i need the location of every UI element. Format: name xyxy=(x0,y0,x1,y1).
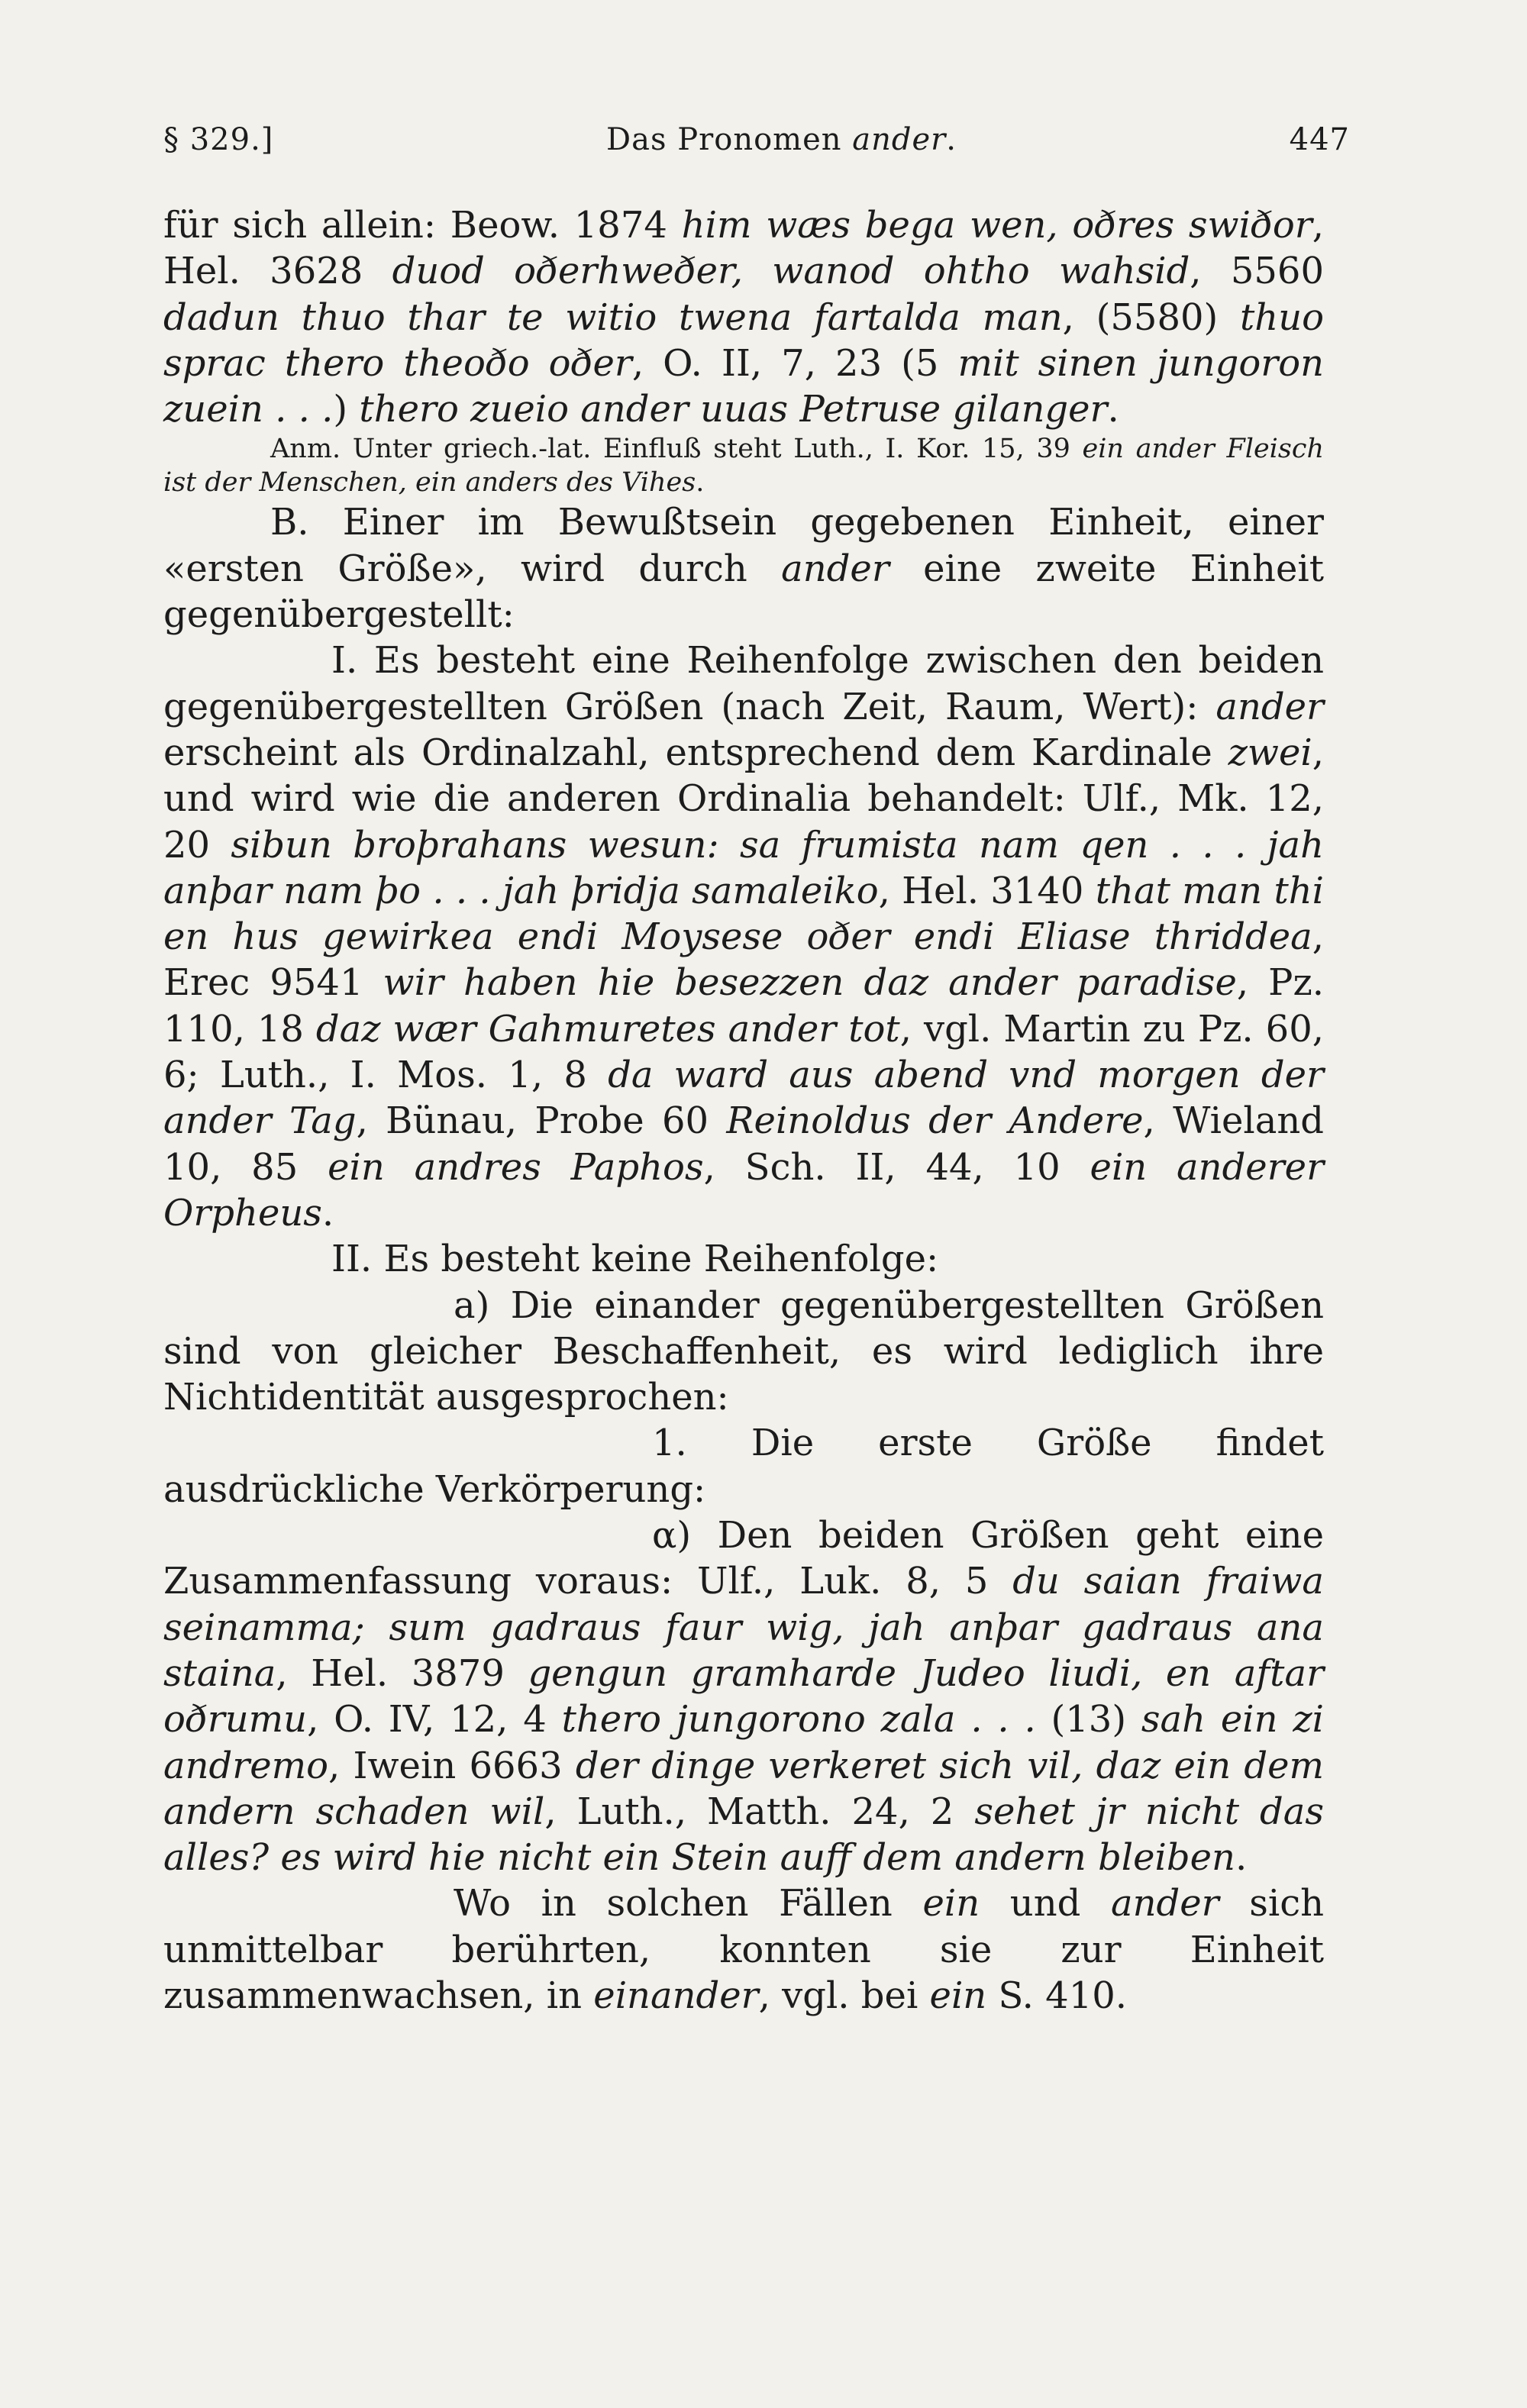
italic-citation: daz wær Gahmuretes ander tot xyxy=(315,1007,900,1051)
italic-citation: ein xyxy=(929,1974,987,2017)
text-run: . xyxy=(1235,1836,1248,1880)
text-run: , Pz. 110, 18 xyxy=(163,961,1324,1051)
page-body xyxy=(163,202,1324,2019)
italic-citation: ander xyxy=(1215,685,1324,728)
text-run: B. Einer im Bewußtsein gegebenen Einheit, einer «ersten Größe», wird durch xyxy=(163,501,1324,590)
text-run: , und wird wie die anderen Ordinalia behandelt: Ulf., Mk. 12, 20 xyxy=(163,731,1324,867)
paragraph xyxy=(163,1512,1324,1880)
italic-citation: sehet jr nicht das alles? es wird hie nicht ein Stein auff dem andern bleiben xyxy=(163,1790,1325,1880)
italic-citation: mit sinen jungoron zuein . . . xyxy=(163,341,1325,431)
italic-citation: wir haben hie besezzen daz ander paradise xyxy=(383,961,1237,1005)
text-run: , Erec 9541 xyxy=(163,915,1324,1005)
paragraph xyxy=(163,1420,1324,1512)
text-run: , vgl. Martin zu Pz. 60, 6; Luth., I. Mos. 1, 8 xyxy=(163,1007,1324,1097)
running-header xyxy=(163,122,1350,157)
text-run: , (5580) xyxy=(1062,295,1240,339)
paragraph xyxy=(163,499,1324,638)
text-run: und xyxy=(980,1882,1111,1925)
italic-citation: ander xyxy=(1110,1882,1219,1925)
text-run: eine zweite Einheit gegenübergestellt: xyxy=(163,547,1324,637)
paragraph xyxy=(163,202,1324,432)
text-run: , Iwein 6663 xyxy=(328,1744,576,1787)
italic-citation: ander xyxy=(781,547,889,590)
text-run: , Hel. 3628 xyxy=(163,204,1324,293)
text-run: sich unmittelbar berührten, konnten sie zur Einheit zusammenwachsen, in xyxy=(163,1882,1324,2017)
running-title-italic: ander xyxy=(852,122,947,157)
italic-citation: sah ein zi andremo xyxy=(163,1698,1324,1787)
text-run: , O. IV, 12, 4 xyxy=(307,1698,562,1741)
text-run: , Luth., Matth. 24, 2 xyxy=(544,1790,975,1833)
italic-citation: ein anderer Orpheus xyxy=(163,1145,1325,1235)
running-title xyxy=(606,122,957,157)
italic-citation: gengun gramharde Judeo liudi, en aftar oðrumu xyxy=(163,1651,1325,1741)
text-run: . xyxy=(696,467,705,499)
running-title-text: Das Pronomen xyxy=(606,122,853,157)
italic-citation: der dinge verkeret sich vil, daz ein dem andern schaden wil xyxy=(163,1744,1325,1833)
text-run: , vgl. bei xyxy=(758,1974,930,2017)
page-number: 447 xyxy=(1289,122,1350,157)
text-run: (13) xyxy=(1035,1698,1141,1741)
italic-citation: Reinoldus der Andere xyxy=(726,1099,1144,1143)
text-run: Anm. Unter griech.-lat. Einfluß steht Luth., I. Kor. 15, 39 xyxy=(270,434,1083,465)
text-run: , O. II, 7, 23 (5 xyxy=(631,341,958,385)
text-run: . xyxy=(1107,388,1119,431)
italic-citation: da ward aus abend vnd morgen der ander Tag xyxy=(163,1054,1324,1143)
text-run: , Bünau, Probe 60 xyxy=(356,1099,727,1143)
text-run: erscheint als Ordinalzahl, entsprechend dem Kardinale xyxy=(163,731,1228,774)
paragraph xyxy=(163,1236,1324,1282)
italic-citation: du saian fraiwa seinamma; sum gadraus faur wig, jah anþar gadraus ana staina xyxy=(163,1560,1324,1695)
note-paragraph xyxy=(163,432,1324,499)
text-run: S. 410. xyxy=(986,1974,1128,2017)
paragraph xyxy=(163,638,1324,1236)
text-run: 1. Die erste Größe findet ausdrückliche Verkörperung: xyxy=(163,1422,1324,1511)
italic-citation: ein andres Paphos xyxy=(328,1145,704,1189)
italic-citation: duod oðerhweðer, wanod ohtho wahsid xyxy=(392,250,1190,293)
text-run: ) xyxy=(333,388,360,431)
italic-citation: ein ander Fleisch ist der Menschen, ein anders des Vihes xyxy=(163,434,1324,499)
italic-citation: thuo sprac thero theoðo oðer xyxy=(163,295,1324,385)
italic-citation: ein xyxy=(922,1882,980,1925)
italic-citation: dadun thuo thar te witio twena fartalda man xyxy=(163,295,1063,339)
text-run: a) Die einander gegenübergestellten Größen sind von gleicher Beschaffenheit, es wird lediglich ihre Nichtidentität ausgesprochen: xyxy=(163,1283,1324,1419)
italic-citation: that man thi en hus gewirkea endi Moysese oðer endi Eliase thriddea xyxy=(163,869,1325,959)
paragraph xyxy=(163,1880,1324,2019)
text-run: II. Es besteht keine Reihenfolge: xyxy=(331,1238,939,1281)
text-run: , Hel. 3140 xyxy=(878,869,1096,912)
text-run: . xyxy=(321,1191,334,1235)
italic-citation: him wæs bega wen, oðres swiðor xyxy=(681,204,1312,247)
section-number: § 329.] xyxy=(163,122,274,157)
italic-citation: zwei xyxy=(1228,731,1312,774)
paragraph xyxy=(163,1283,1324,1421)
text-run: I. Es besteht eine Reihenfolge zwischen den beiden gegenübergestellten Größen (nach Zeit, Raum, Wert): xyxy=(163,639,1324,728)
text-run: α) Den beiden Größen geht eine Zusammenfassung voraus: Ulf., Luk. 8, 5 xyxy=(163,1514,1324,1603)
italic-citation: einander xyxy=(593,1974,759,2017)
italic-citation: thero jungorono zala . . . xyxy=(561,1698,1036,1741)
italic-citation: thero zueio ander uuas Petruse gilanger xyxy=(359,388,1108,431)
text-run: für sich allein: Beow. 1874 xyxy=(163,204,682,247)
running-title-period: . xyxy=(946,122,957,157)
text-run: , Sch. II, 44, 10 xyxy=(703,1145,1090,1189)
italic-citation: sibun broþrahans wesun: sa frumista nam qen . . . jah anþar nam þo . . . jah þridja samaleiko xyxy=(163,823,1324,912)
text-run: , Wieland 10, 85 xyxy=(163,1099,1324,1189)
text-run: , Hel. 3879 xyxy=(276,1651,528,1695)
text-run: , 5560 xyxy=(1190,250,1324,293)
text-run: Wo in solchen Fällen xyxy=(454,1882,923,1925)
